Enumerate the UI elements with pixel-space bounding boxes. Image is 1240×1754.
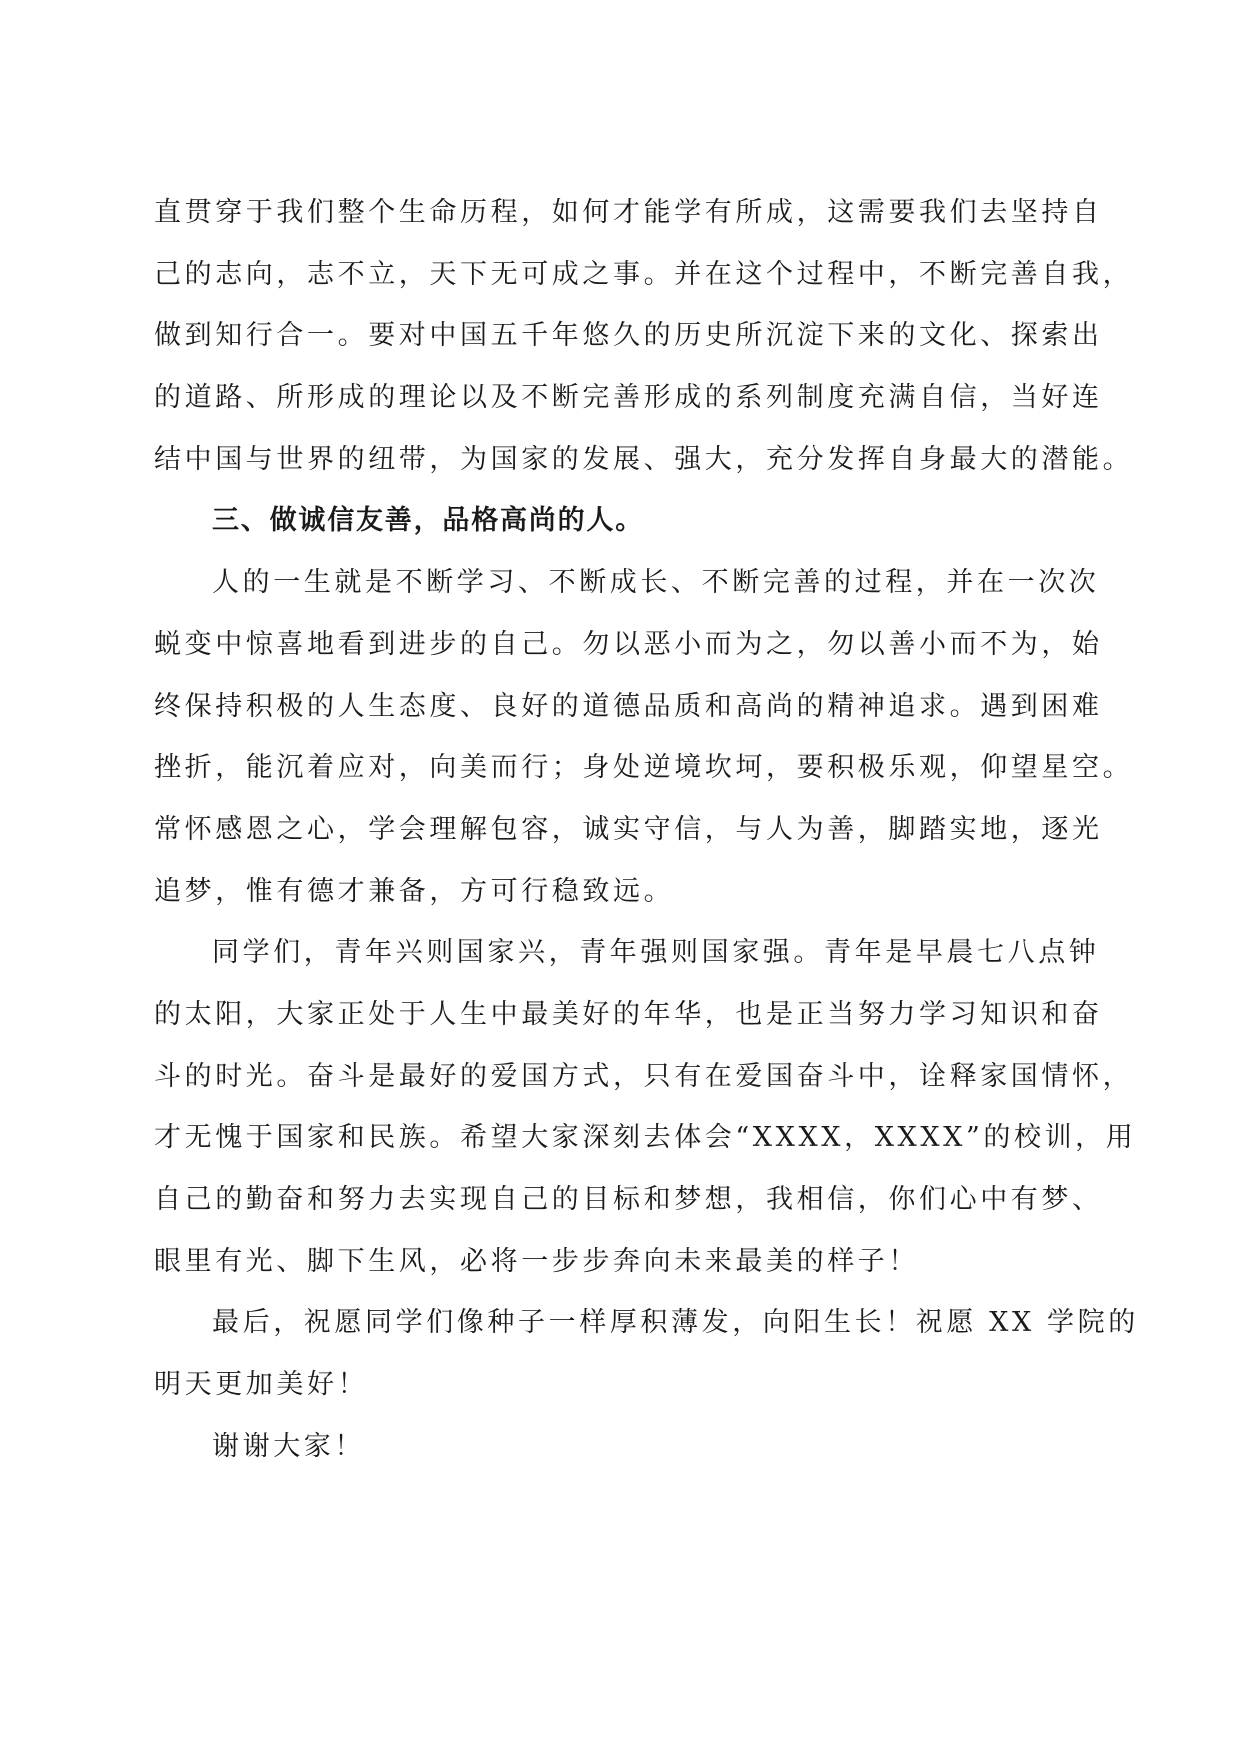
text-line: 结中国与世界的纽带，为国家的发展、强大，充分发挥自身最大的潜能。: [154, 443, 1134, 475]
text-line: 明天更加美好！: [154, 1369, 369, 1401]
text-line: 自己的勤奋和努力去实现自己的目标和梦想，我相信，你们心中有梦、: [154, 1184, 1103, 1215]
text-line: 同学们，青年兴则国家兴，青年强则国家强。青年是早晨七八点钟: [212, 937, 1100, 969]
document-body: [154, 182, 1139, 1477]
text-line: 的道路、所形成的理论以及不断完善形成的系列制度充满自信，当好连: [154, 382, 1103, 414]
paragraph-section3: [154, 552, 1134, 922]
text-line: 眼里有光、脚下生风，必将一步步奔向未来最美的样子！: [154, 1245, 919, 1277]
text-line: 斗的时光。奋斗是最好的爱国方式，只有在爱国奋斗中，诠释家国情怀，: [154, 1060, 1134, 1092]
text-line: 挫折，能沉着应对，向美而行；身处逆境坎坷，要积极乐观，仰望星空。: [154, 752, 1134, 784]
text-line: 做到知行合一。要对中国五千年悠久的历史所沉淀下来的文化、探索出: [154, 320, 1103, 352]
text-line: 己的志向，志不立，天下无可成之事。并在这个过程中，不断完善自我，: [154, 258, 1134, 290]
section-heading: 三、做诚信友善，品格高尚的人。: [212, 505, 644, 537]
closing-line: 谢谢大家！: [212, 1430, 365, 1462]
text-line: 蜕变中惊喜地看到进步的自己。勿以恶小而为之，勿以善小而不为，始: [154, 628, 1103, 660]
text-line: 终保持积极的人生态度、良好的道德品质和高尚的精神追求。遇到困难: [154, 690, 1103, 722]
text-line: 追梦，惟有德才兼备，方可行稳致远。: [154, 875, 675, 907]
text-line: 常怀感恩之心，学会理解包容，诚实守信，与人为善，脚踏实地，逐光: [154, 813, 1103, 845]
paragraph-youth: [154, 922, 1137, 1292]
text-line: 的太阳，大家正处于人生中最美好的年华，也是正当努力学习知识和奋: [154, 998, 1103, 1030]
paragraph-continued: [154, 182, 1134, 490]
paragraph-wish: [154, 1292, 1139, 1415]
text-line: 直贯穿于我们整个生命历程，如何才能学有所成，这需要我们去坚持自: [154, 197, 1103, 228]
text-line: 最后，祝愿同学们像种子一样厚积薄发，向阳生长！祝愿 XX 学院的: [212, 1307, 1139, 1339]
text-line: 才无愧于国家和民族。希望大家深刻去体会“XXXX，XXXX”的校训，用: [154, 1122, 1137, 1154]
text-line: 人的一生就是不断学习、不断成长、不断完善的过程，并在一次次: [212, 567, 1100, 599]
